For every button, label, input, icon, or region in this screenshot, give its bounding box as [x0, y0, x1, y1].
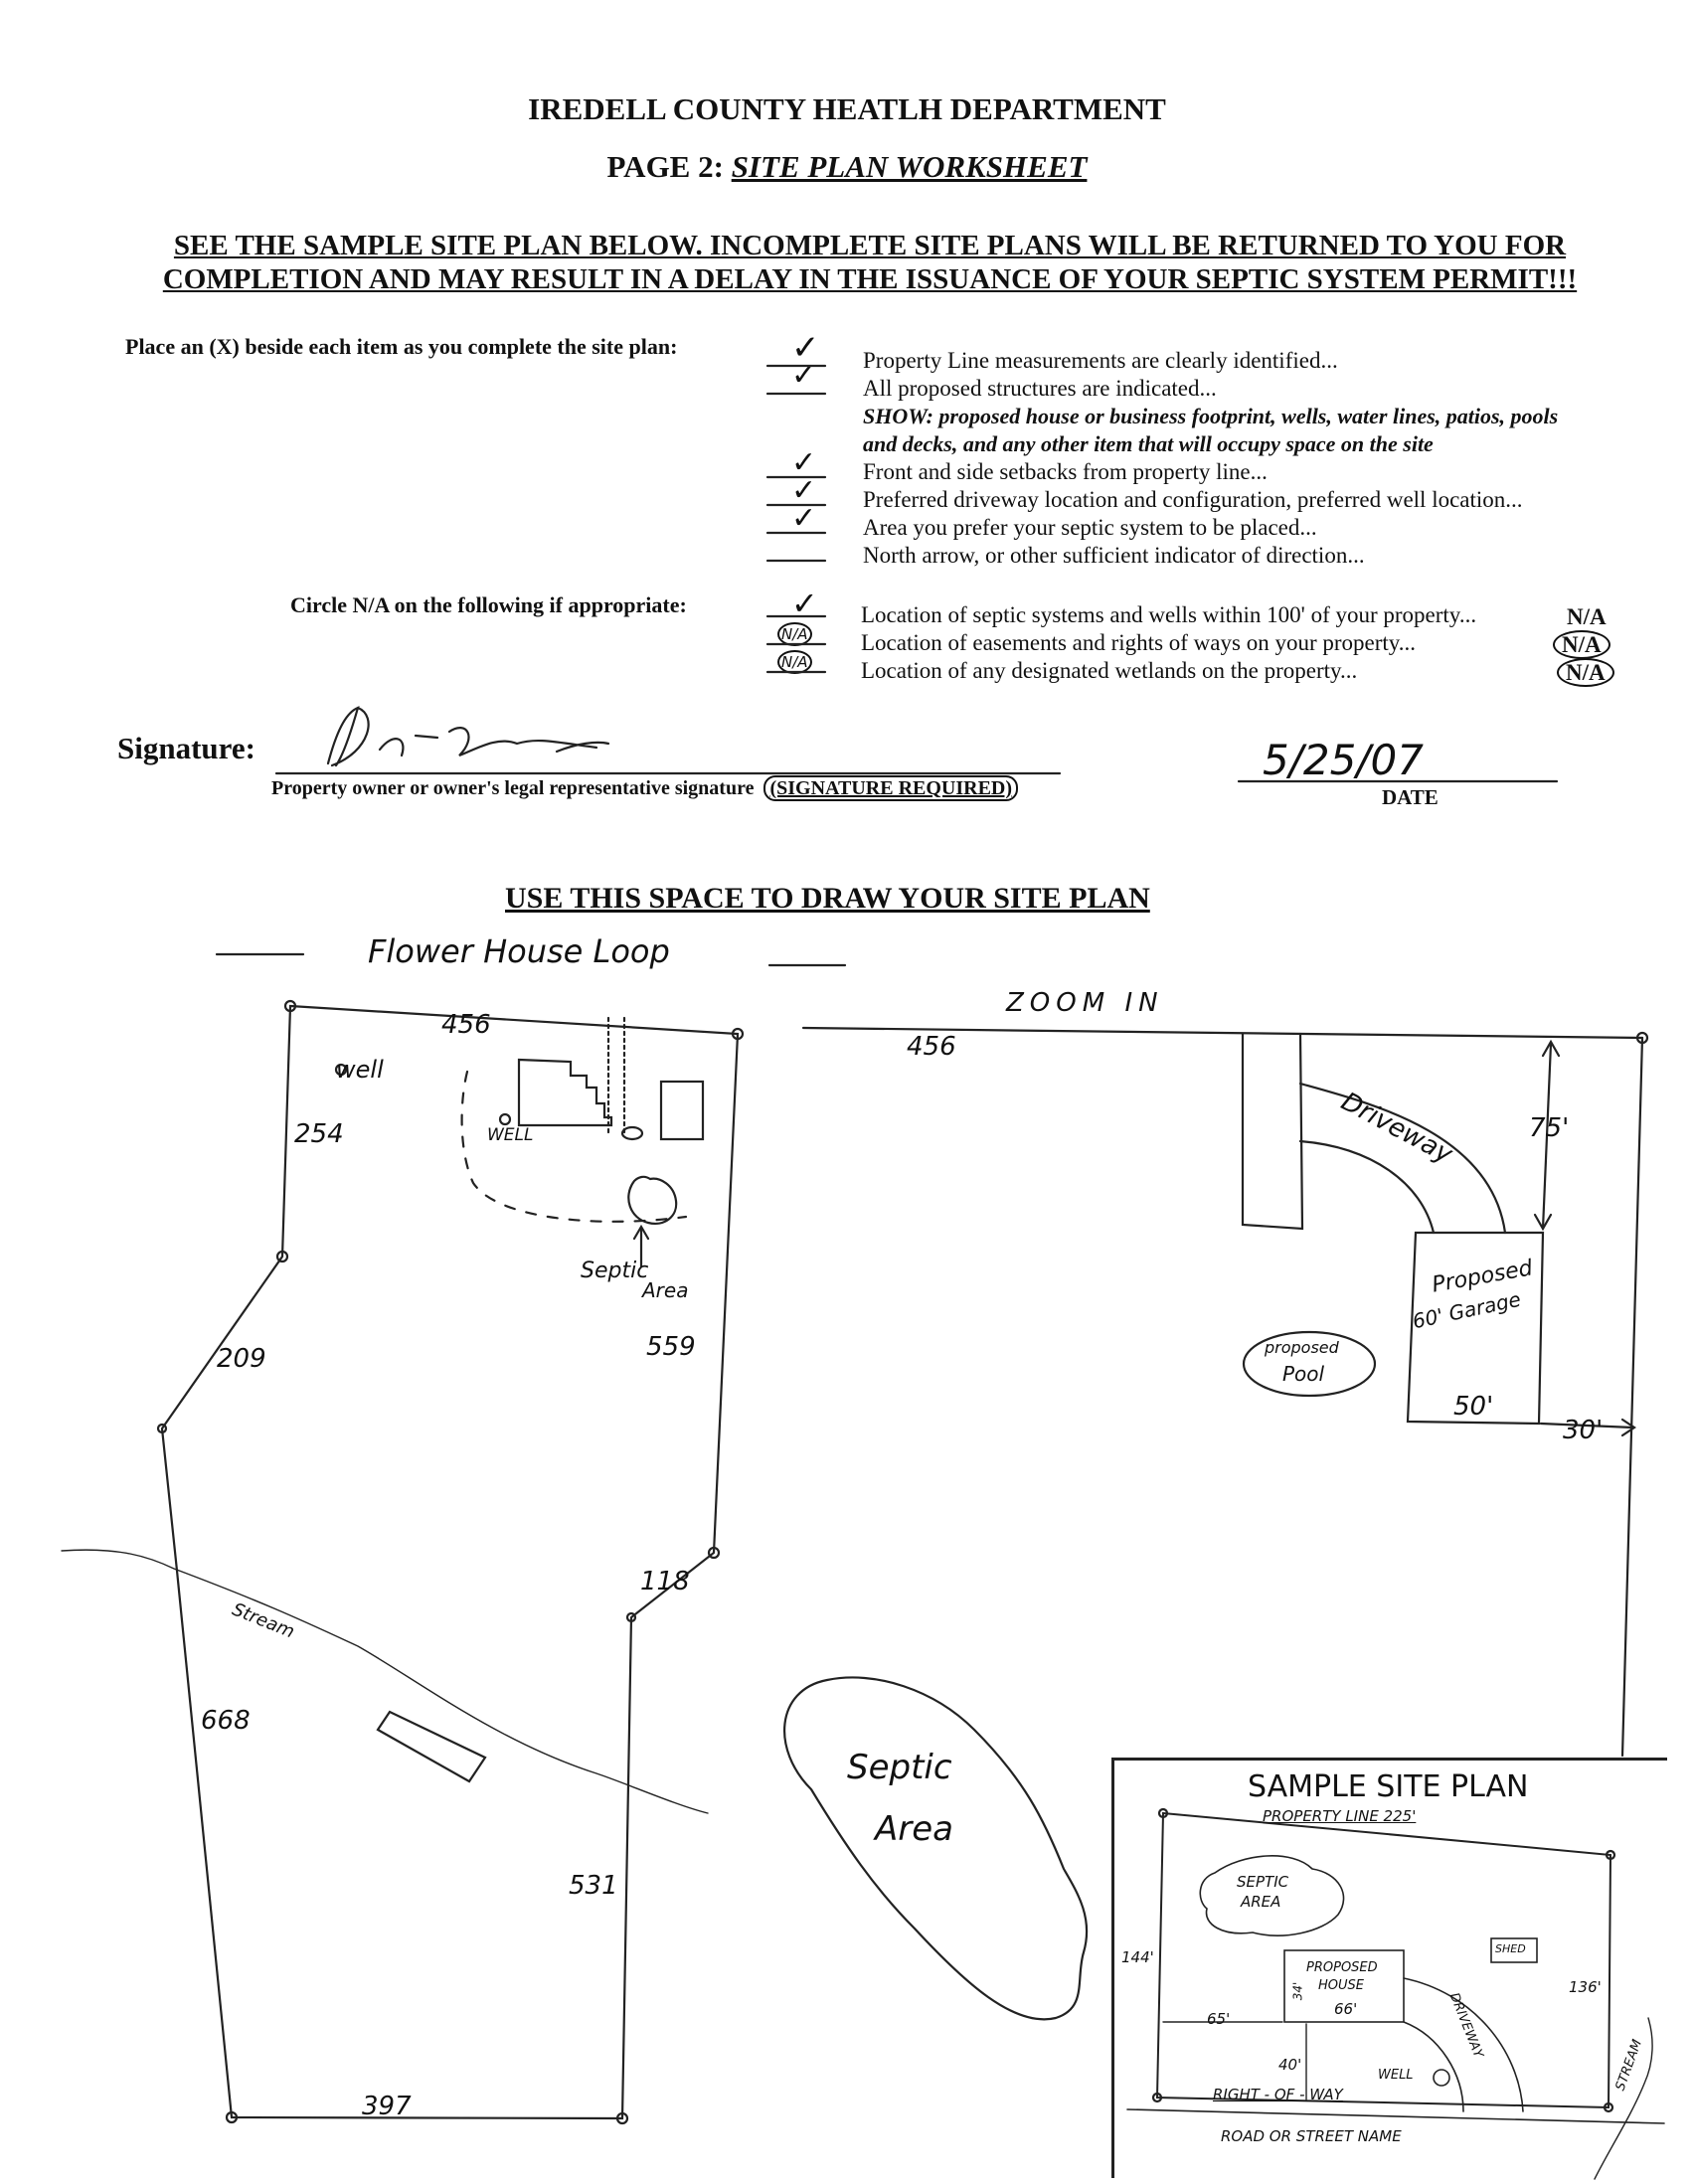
- sample-driveway-label: DRIVEWAY: [1445, 1990, 1486, 2061]
- sample-house-label: HOUSE: [1318, 1978, 1364, 1993]
- well-label: well: [336, 1056, 384, 1084]
- dimension-label: 397: [362, 2092, 412, 2121]
- signature-required: (SIGNATURE REQUIRED): [763, 775, 1018, 801]
- department-title: IREDELL COUNTY HEATLH DEPARTMENT: [528, 91, 1166, 126]
- sample-dimension: 65': [1207, 2010, 1231, 2028]
- checklist-item: All proposed structures are indicated...: [863, 376, 1217, 401]
- checkmark-icon: ✓: [791, 585, 818, 622]
- well-label: WELL: [487, 1125, 534, 1145]
- driveway-label: Driveway: [1336, 1087, 1457, 1170]
- warning-notice: SEE THE SAMPLE SITE PLAN BELOW. INCOMPLETE SITE PLANS WILL BE RETURNED TO YOU FOR COMPLETION AND MAY RESULT IN A DELAY IN THE ISSUANCE OF YOUR SEPTIC SYSTEM PERMIT!!!: [162, 230, 1578, 295]
- sample-dimension: 34': [1290, 1981, 1305, 2001]
- dimension-label: 559: [646, 1332, 696, 1362]
- garage-label: 60' Garage: [1410, 1286, 1523, 1334]
- garage-label: Proposed: [1430, 1256, 1535, 1298]
- na-mark-circled: N/A: [777, 650, 812, 674]
- signature-caption: Property owner or owner's legal representative signature (SIGNATURE REQUIRED): [271, 777, 1018, 800]
- sample-shed-label: SHED: [1495, 1942, 1526, 1955]
- checklist-item: Front and side setbacks from property line...: [863, 459, 1268, 484]
- road-name: Flower House Loop: [368, 932, 670, 970]
- page-label: PAGE 2:: [606, 149, 724, 184]
- na-item: Location of easements and rights of ways on your property...: [861, 630, 1417, 655]
- na-item: Location of septic systems and wells within 100' of your property...: [861, 602, 1477, 627]
- sample-road-name: ROAD OR STREET NAME: [1221, 2127, 1402, 2145]
- checklist-item: Preferred driveway location and configuration, preferred well location...: [863, 487, 1523, 512]
- na-option-circled: N/A: [1557, 660, 1614, 686]
- dimension-label: 118: [640, 1567, 690, 1596]
- pool-label: proposed: [1265, 1338, 1339, 1357]
- dimension-label: 209: [217, 1344, 266, 1374]
- septic-label: Septic: [847, 1748, 952, 1787]
- sample-septic-label: SEPTIC: [1237, 1873, 1289, 1891]
- sample-property-line: PROPERTY LINE 225': [1263, 1807, 1417, 1825]
- date-value: 5/25/07: [1263, 736, 1424, 784]
- na-item: Location of any designated wetlands on the property...: [861, 658, 1358, 683]
- site-plan-heading: USE THIS SPACE TO DRAW YOUR SITE PLAN: [505, 882, 1150, 915]
- sample-septic-label: AREA: [1241, 1893, 1281, 1911]
- septic-label: Septic: [581, 1259, 649, 1283]
- dimension-label: 75': [1529, 1113, 1570, 1143]
- checkmark-icon: ✓: [791, 501, 817, 536]
- signature-label: Signature:: [117, 731, 255, 765]
- dimension-label: 531: [569, 1871, 618, 1901]
- sample-dimension: 144': [1121, 1948, 1154, 1966]
- checklist-item: North arrow, or other sufficient indicator of direction...: [863, 543, 1365, 568]
- date-label: DATE: [1382, 785, 1439, 809]
- septic-label: Area: [642, 1278, 689, 1302]
- sample-title: SAMPLE SITE PLAN: [1248, 1769, 1529, 1804]
- checkmark-icon: ✓: [791, 445, 817, 480]
- checkmark-icon: ✓: [791, 358, 817, 393]
- stream-label: Stream: [229, 1598, 298, 1643]
- na-option: N/A: [1567, 604, 1607, 629]
- sample-dimension: 66': [1334, 2000, 1358, 2018]
- dimension-label: 456: [907, 1032, 956, 1062]
- na-mark-circled: N/A: [777, 622, 812, 646]
- sample-stream-label: STREAM: [1612, 2037, 1645, 2094]
- checkmark-icon: ✓: [791, 473, 817, 508]
- page-subtitle: SITE PLAN WORKSHEET: [731, 149, 1088, 184]
- dimension-label: 668: [201, 1706, 251, 1736]
- checklist-item: Property Line measurements are clearly identified...: [863, 348, 1338, 373]
- sample-dimension: 40': [1278, 2056, 1302, 2074]
- checkmark-icon: ✓: [791, 328, 820, 368]
- na-instruction: Circle N/A on the following if appropriate:: [290, 592, 687, 617]
- checklist-item: and decks, and any other item that will occupy space on the site: [863, 431, 1434, 456]
- checklist-item: SHOW: proposed house or business footprint, wells, water lines, patios, pools: [863, 404, 1559, 428]
- checklist-instruction: Place an (X) beside each item as you complete the site plan:: [125, 334, 678, 359]
- na-option-circled: N/A: [1553, 632, 1610, 658]
- sample-well-label: WELL: [1378, 2068, 1414, 2083]
- dimension-label: 456: [441, 1010, 491, 1040]
- pool-label: Pool: [1282, 1362, 1325, 1386]
- dimension-label: 50': [1453, 1392, 1494, 1422]
- dimension-label: 254: [294, 1119, 344, 1149]
- septic-label: Area: [875, 1809, 953, 1849]
- sample-dimension: 136': [1569, 1978, 1602, 1996]
- dimension-label: 30': [1563, 1416, 1604, 1445]
- zoom-note: ZOOM IN: [1006, 988, 1164, 1018]
- checklist-item: Area you prefer your septic system to be placed...: [863, 515, 1317, 540]
- sample-right-of-way: RIGHT - OF - WAY: [1213, 2086, 1343, 2103]
- sample-house-label: PROPOSED: [1306, 1960, 1378, 1975]
